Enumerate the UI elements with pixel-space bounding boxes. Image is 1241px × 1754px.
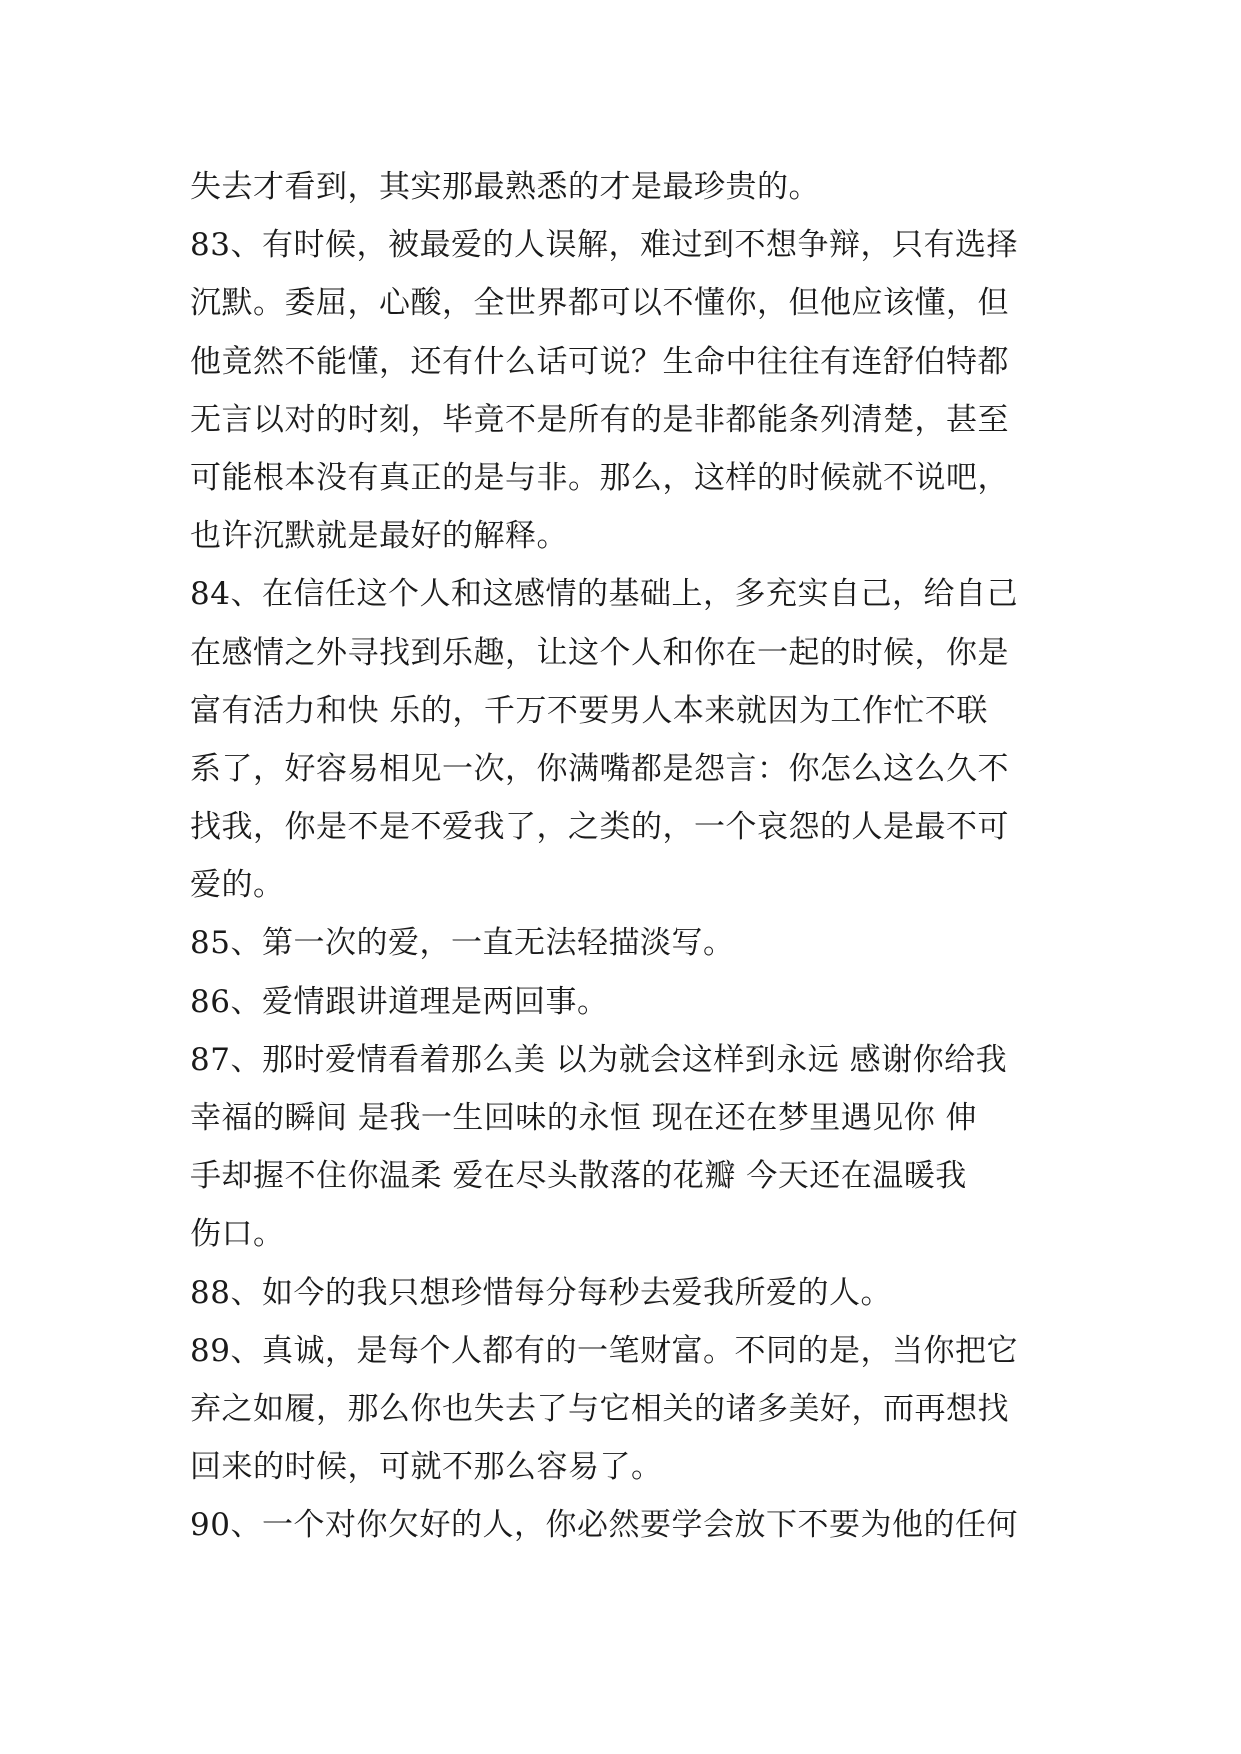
- text-line: 伤口。: [190, 1216, 285, 1253]
- text-line: 富有活力和快 乐的，千万不要男人本来就因为工作忙不联: [190, 692, 988, 729]
- text-line: 83、有时候，被最爱的人误解，难过到不想争辩，只有选择: [190, 227, 1018, 264]
- text-line: 86、爱情跟讲道理是两回事。: [190, 983, 609, 1020]
- text-line: 系了，好容易相见一次，你满嘴都是怨言：你怎么这么久不: [190, 750, 1009, 787]
- text-line: 他竟然不能懂，还有什么话可说？生命中往往有连舒伯特都: [190, 343, 1009, 380]
- body-text: [190, 158, 1070, 1555]
- text-line: 找我，你是不是不爱我了，之类的，一个哀怨的人是最不可: [190, 809, 1009, 846]
- text-line: 90、一个对你欠好的人，你必然要学会放下不要为他的任何: [190, 1507, 1018, 1544]
- text-line: 失去才看到，其实那最熟悉的才是最珍贵的。: [190, 169, 820, 205]
- text-line: 无言以对的时刻，毕竟不是所有的是非都能条列清楚，甚至: [190, 401, 1009, 438]
- text-line: 84、在信任这个人和这感情的基础上，多充实自己，给自己: [190, 576, 1018, 613]
- text-line: 在感情之外寻找到乐趣，让这个人和你在一起的时候，你是: [190, 634, 1009, 671]
- text-line: 幸福的瞬间 是我一生回味的永恒 现在还在梦里遇见你 伸: [190, 1100, 978, 1136]
- text-line: 可能根本没有真正的是与非。那么，这样的时候就不说吧，: [190, 459, 1009, 496]
- text-line: 手却握不住你温柔 爱在尽头散落的花瓣 今天还在温暖我: [190, 1158, 967, 1195]
- text-line: 85、第一次的爱，一直无法轻描淡写。: [190, 925, 735, 962]
- text-line: 89、真诚，是每个人都有的一笔财富。不同的是，当你把它: [190, 1332, 1018, 1369]
- text-line: 88、如今的我只想珍惜每分每秒去爱我所爱的人。: [190, 1274, 892, 1311]
- text-line: 沉默。委屈，心酸，全世界都可以不懂你，但他应该懂，但: [190, 285, 1009, 322]
- text-line: 爱的。: [190, 867, 285, 904]
- text-line: 87、那时爱情看着那么美 以为就会这样到永远 感谢你给我: [190, 1041, 1008, 1078]
- text-line: 回来的时候，可就不那么容易了。: [190, 1449, 663, 1486]
- text-line: 弃之如履，那么你也失去了与它相关的诸多美好，而再想找: [190, 1390, 1009, 1427]
- text-line: 也许沉默就是最好的解释。: [190, 518, 568, 555]
